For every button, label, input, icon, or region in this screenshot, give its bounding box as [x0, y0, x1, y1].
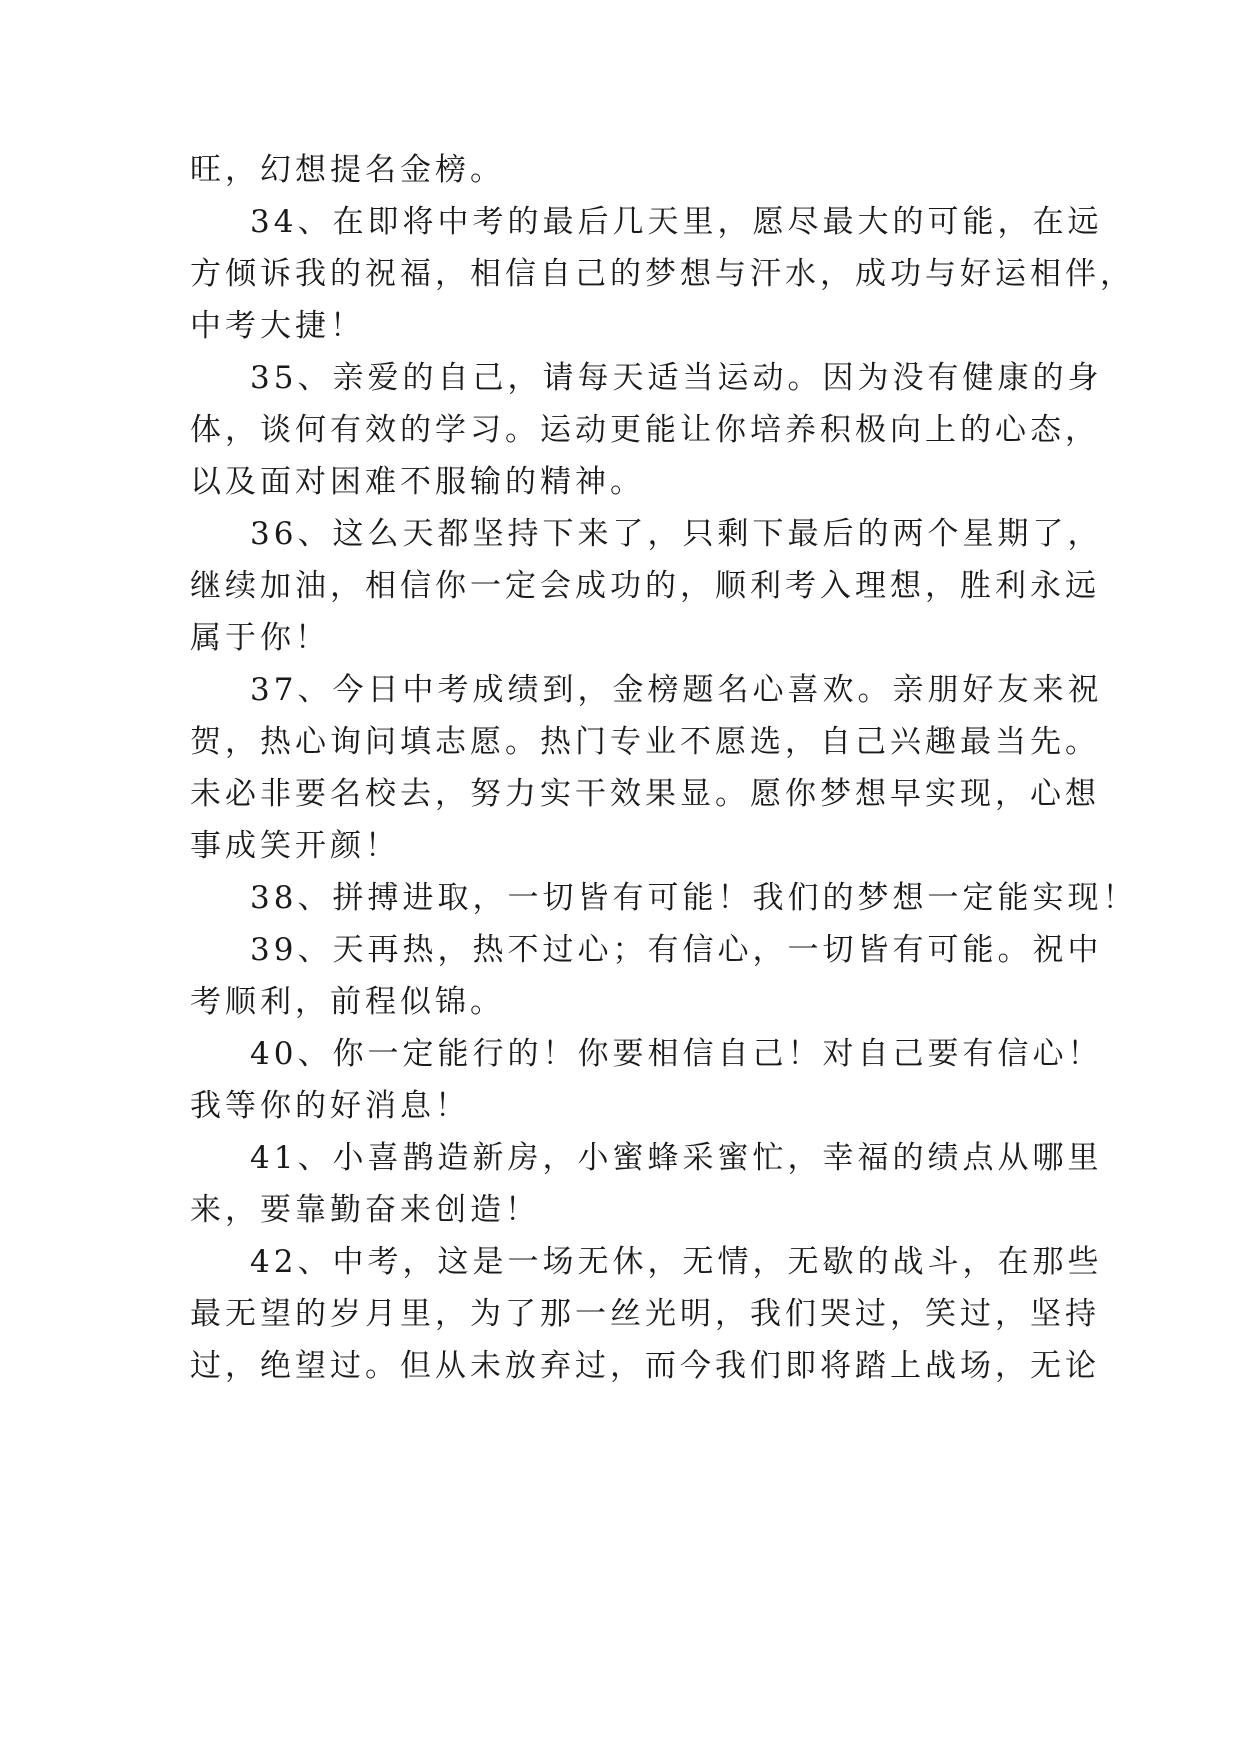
text-line: 36、这么天都坚持下来了，只剩下最后的两个星期了，	[250, 516, 1103, 552]
text-line: 35、亲爱的自己，请每天适当运动。因为没有健康的身	[250, 360, 1103, 396]
text-line: 我等你的好消息！	[190, 1088, 470, 1124]
text-line: 37、今日中考成绩到，金榜题名心喜欢。亲朋好友来祝	[250, 672, 1103, 708]
text-line: 34、在即将中考的最后几天里，愿尽最大的可能，在远	[250, 204, 1103, 240]
text-line: 中考大捷！	[190, 308, 365, 344]
text-line: 42、中考，这是一场无休，无情，无歇的战斗，在那些	[250, 1244, 1103, 1280]
text-line: 考顺利，前程似锦。	[190, 984, 505, 1020]
text-line: 最无望的岁月里，为了那一丝光明，我们哭过，笑过，坚持	[190, 1296, 1100, 1332]
text-line: 38、拼搏进取，一切皆有可能！我们的梦想一定能实现！	[250, 880, 1138, 916]
text-line: 继续加油，相信你一定会成功的，顺利考入理想，胜利永远	[190, 568, 1100, 604]
text-line: 未必非要名校去，努力实干效果显。愿你梦想早实现，心想	[190, 776, 1100, 812]
text-line: 41、小喜鹊造新房，小蜜蜂采蜜忙，幸福的绩点从哪里	[250, 1140, 1103, 1176]
text-line: 旺，幻想提名金榜。	[190, 152, 505, 188]
text-line: 以及面对困难不服输的精神。	[190, 464, 645, 500]
text-line: 来，要靠勤奋来创造！	[190, 1192, 540, 1228]
text-line: 方倾诉我的祝福，相信自己的梦想与汗水，成功与好运相伴，	[190, 256, 1135, 292]
text-line: 39、天再热，热不过心；有信心，一切皆有可能。祝中	[250, 932, 1103, 968]
text-line: 40、你一定能行的！你要相信自己！对自己要有信心！	[250, 1036, 1103, 1072]
text-line: 贺，热心询问填志愿。热门专业不愿选，自己兴趣最当先。	[190, 724, 1100, 760]
text-line: 过，绝望过。但从未放弃过，而今我们即将踏上战场，无论	[190, 1348, 1100, 1384]
text-line: 属于你！	[190, 620, 330, 656]
text-line: 体，谈何有效的学习。运动更能让你培养积极向上的心态，	[190, 412, 1100, 448]
text-line: 事成笑开颜！	[190, 828, 400, 864]
